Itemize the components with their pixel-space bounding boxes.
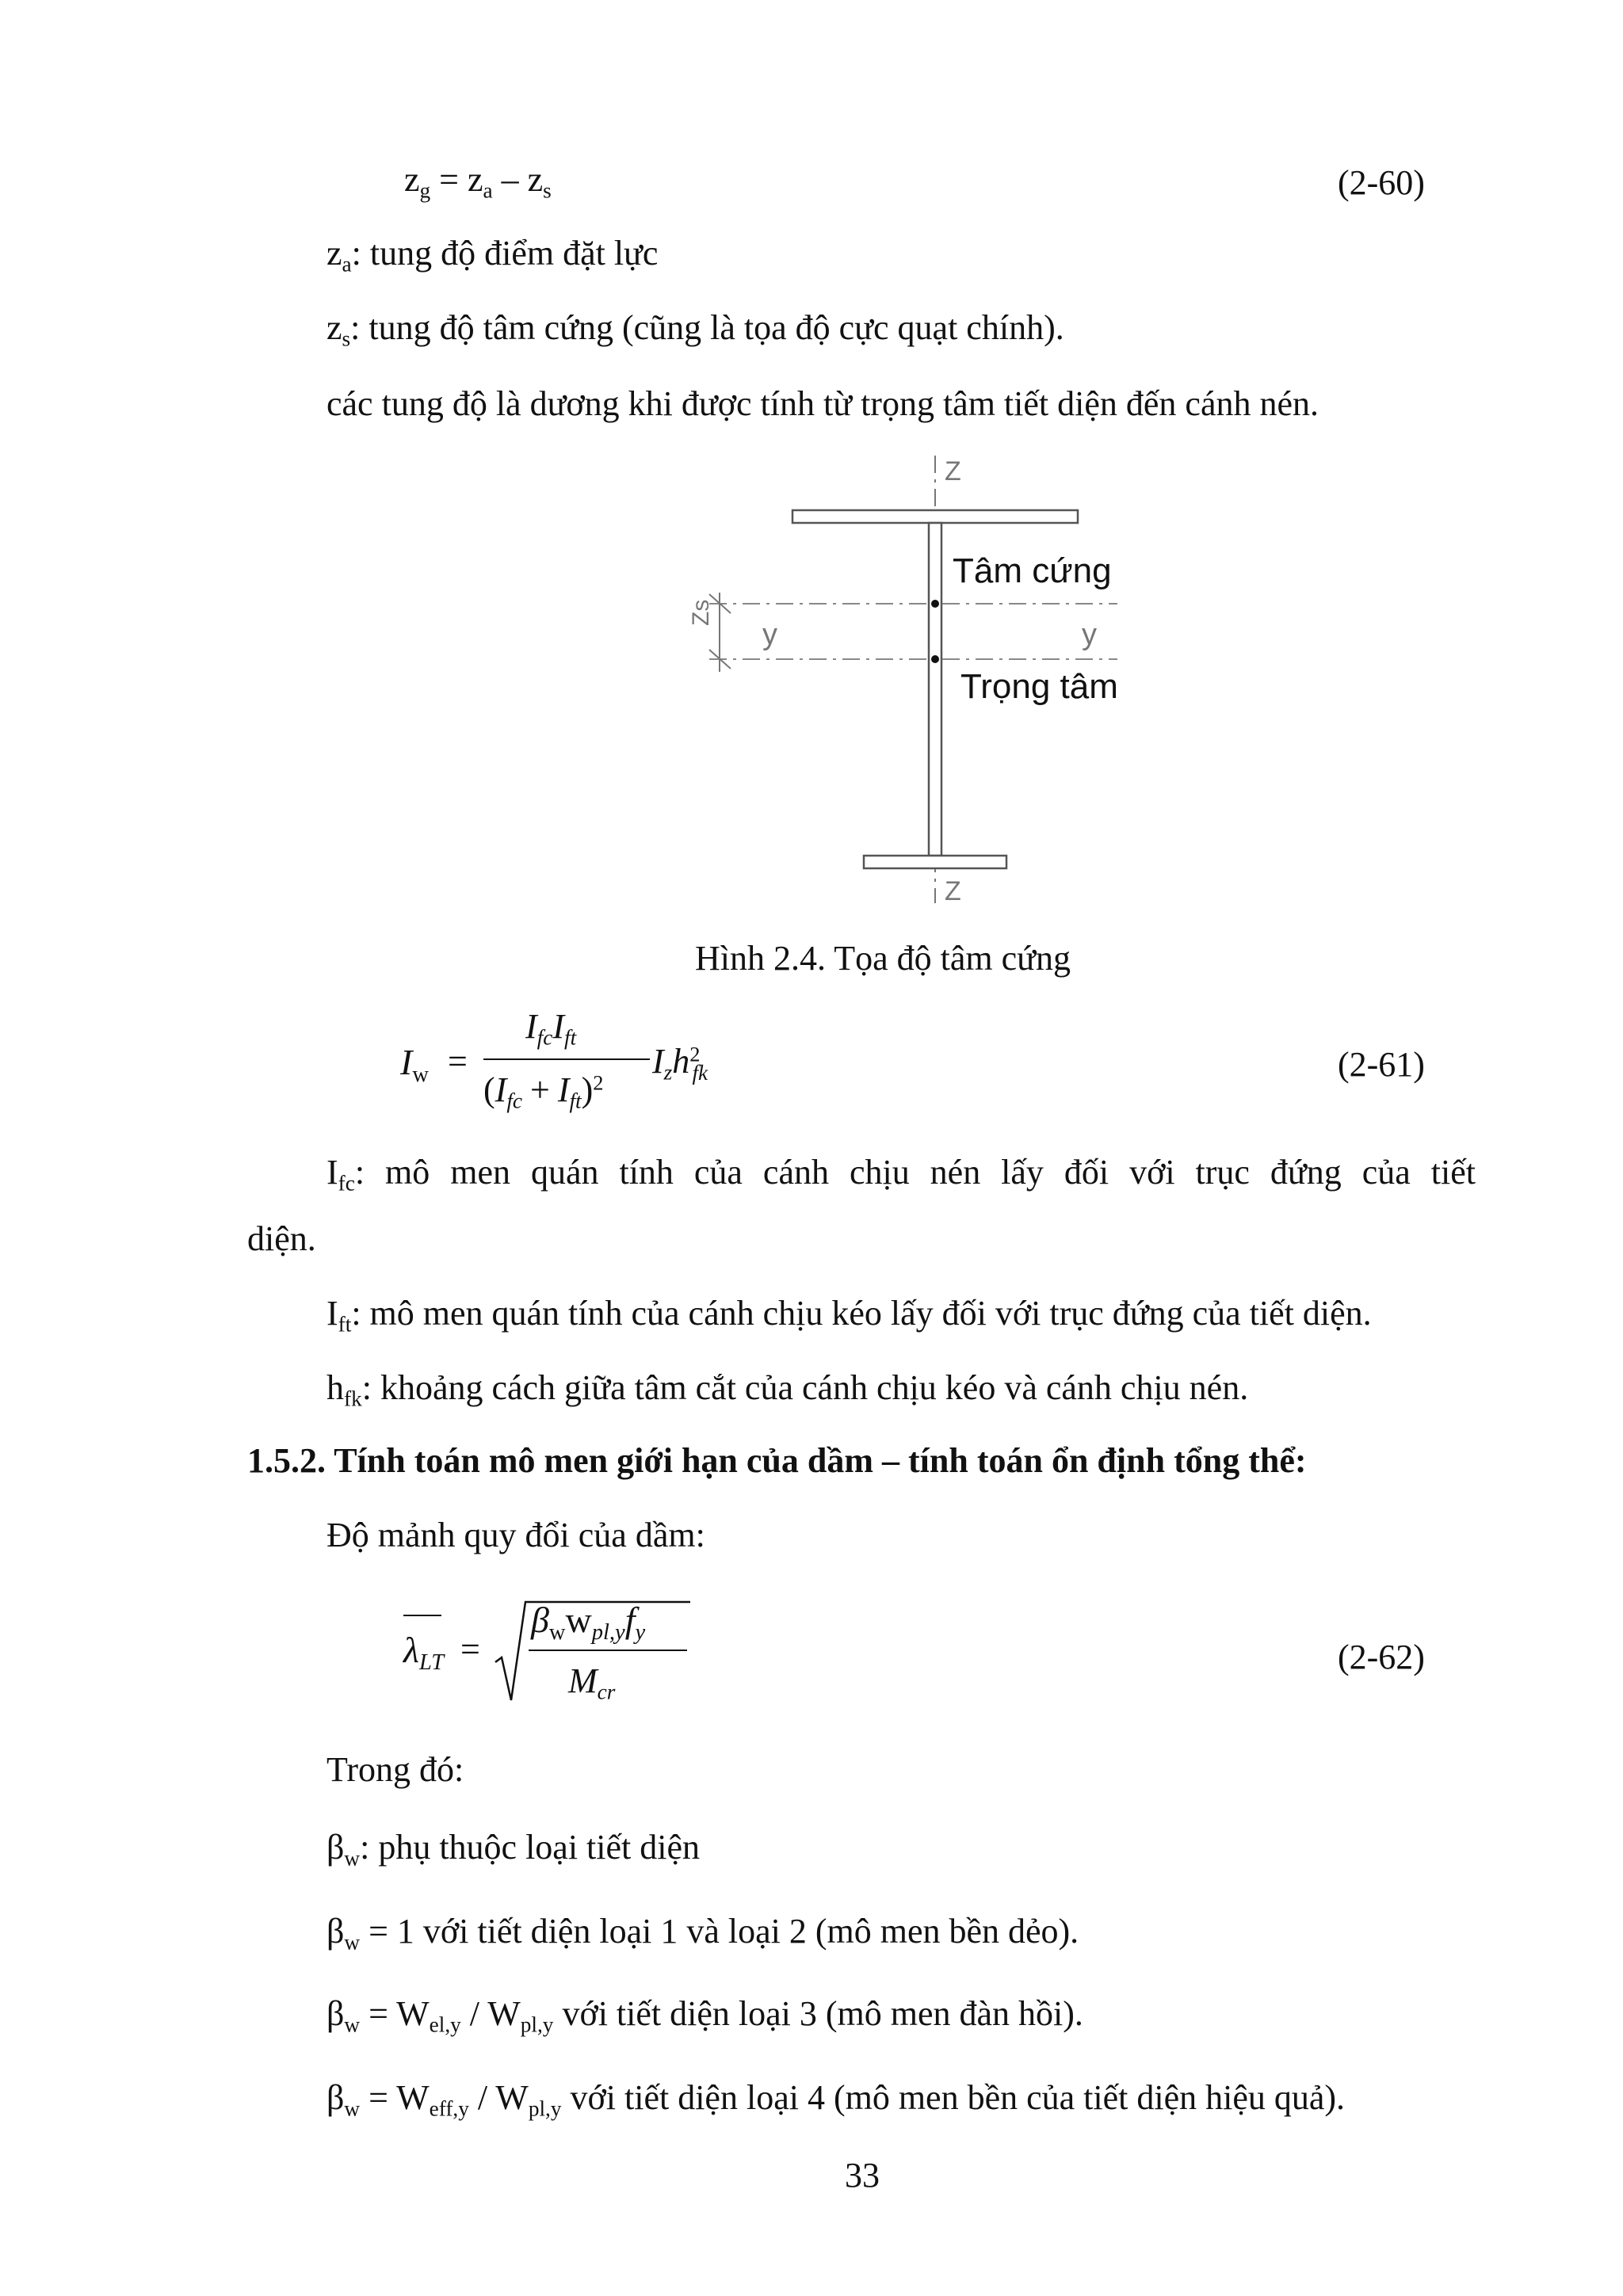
equation-number-2-60: (2-60) [1338, 163, 1425, 202]
equation-2-61 [400, 1006, 757, 1125]
equation-number-2-62: (2-62) [1338, 1638, 1425, 1676]
beta-w-definition: $\beta_w$: phụ thuộc loại tiết diện [327, 1828, 701, 1871]
equation-2-60: $z_g = z_a - z_s$ [404, 160, 552, 203]
y-axis-label-right: y [1082, 618, 1097, 651]
slenderness-intro: Độ mảnh quy đổi của dầm: [327, 1516, 705, 1554]
page-number: 33 [845, 2156, 880, 2195]
centroid-point [931, 655, 939, 663]
equation-number-2-61: (2-61) [1338, 1045, 1425, 1084]
fraction-denominator: $(I_{fc} + I_{ft})^2$ [483, 1070, 604, 1113]
shear-center-label: Tâm cứng [953, 551, 1112, 590]
section-heading: 1.5.2. Tính toán mô men giới hạn của dầm – tính toán ổn định tổng thể: [247, 1441, 1307, 1480]
z-axis-label-top: Z [945, 456, 961, 486]
definition-zs: $z_s$: tung độ tâm cứng (cũng là tọa độ cực quạt chính). [327, 308, 1064, 351]
definition-ift: $I_{ft}$: mô men quán tính của cánh chịu kéo lấy đối với trục đứng của tiết diện. [327, 1294, 1372, 1337]
lambda-lt: $\lambda_{LT}$ [403, 1630, 445, 1676]
where-label: Trong đó: [327, 1750, 464, 1789]
overbar [403, 1615, 441, 1616]
iw-symbol: $I_w$ [400, 1042, 429, 1088]
zs-dimension-label: Zs [688, 599, 714, 626]
definition-ifc-continuation: diện. [247, 1219, 316, 1258]
centroid-label: Trọng tâm [960, 667, 1118, 706]
definition-ifc: $I_{fc}$: mô men quán tính của cánh chịu nén lấy đối với trục đứng của tiết [327, 1153, 1476, 1196]
tail-terms: $I_zh^2_{fk}$ [652, 1042, 708, 1085]
root-denominator: $M_{cr}$ [568, 1661, 616, 1704]
shear-center-point [931, 600, 939, 608]
fraction-bar [483, 1058, 650, 1060]
bottom-flange [864, 856, 1006, 868]
top-flange [792, 510, 1078, 523]
equals-sign: = [460, 1630, 480, 1669]
z-axis-label-bottom: Z [945, 876, 961, 906]
beta-w-class-1-2: $\beta_w = 1$ với tiết diện loại 1 và loại 2 (mô men bền dẻo). [327, 1912, 1079, 1955]
beta-w-class-3: $\beta_w = W_{el,y} / W_{pl,y}$ với tiết diện loại 3 (mô men đàn hồi). [327, 1994, 1083, 2037]
figure-caption: Hình 2.4. Tọa độ tâm cứng [695, 939, 1071, 978]
beta-w-class-4: $\beta_w = W_{eff,y} / W_{pl,y}$ với tiết diện loại 4 (mô men bền của tiết diện hiệu quả). [327, 2078, 1346, 2121]
equation-2-62 [400, 1592, 717, 1711]
definition-za: $z_a$: tung độ điểm đặt lực [327, 234, 659, 277]
web [929, 523, 941, 856]
root-numerator: $\beta_ww_{pl,y}f_y$ [531, 1600, 646, 1646]
fraction-bar [529, 1650, 687, 1651]
y-axis-label-left: y [762, 618, 777, 651]
equals-sign: = [448, 1042, 468, 1081]
fraction-numerator: $I_{fc}I_{ft}$ [525, 1007, 577, 1050]
definition-hfk: $h_{fk}$: khoảng cách giữa tâm cắt của cánh chịu kéo và cánh chịu nén. [327, 1368, 1249, 1411]
sign-convention-note: các tung độ là dương khi được tính từ trọng tâm tiết diện đến cánh nén. [327, 384, 1319, 423]
